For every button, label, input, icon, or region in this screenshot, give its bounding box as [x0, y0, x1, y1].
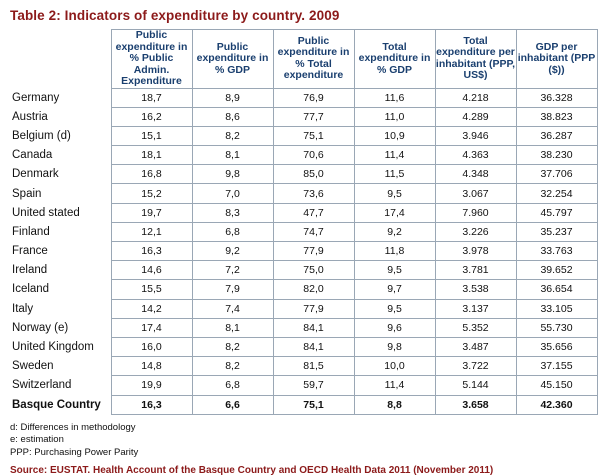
- cell-gdp-inhabitant: 33.105: [516, 299, 597, 318]
- row-label: Denmark: [12, 168, 59, 181]
- cell-public-exp-total: 81,5: [273, 357, 354, 376]
- cell-public-exp-gdp: 8,1: [192, 146, 273, 165]
- cell-public-exp-total: 75,1: [273, 126, 354, 145]
- cell-total-exp-gdp: 11,5: [354, 165, 435, 184]
- cell-total-exp-inhabitant: 3.658: [435, 395, 516, 414]
- table-row: [8, 280, 597, 299]
- cell-gdp-inhabitant: 37.706: [516, 165, 597, 184]
- cell-gdp-inhabitant: 38.823: [516, 107, 597, 126]
- table-row: [8, 126, 597, 145]
- cell-total-exp-inhabitant: 3.978: [435, 242, 516, 261]
- cell-public-exp-gdp: 7,9: [192, 280, 273, 299]
- cell-public-exp-total: 84,1: [273, 337, 354, 356]
- cell-gdp-inhabitant: 36.328: [516, 88, 597, 107]
- cell-public-exp-admin: 19,7: [111, 203, 192, 222]
- cell-gdp-inhabitant: 35.237: [516, 222, 597, 241]
- cell-public-exp-admin: 16,3: [111, 395, 192, 414]
- cell-total-exp-gdp: 10,9: [354, 126, 435, 145]
- row-label: Spain: [12, 187, 42, 200]
- cell-public-exp-admin: 18,1: [111, 146, 192, 165]
- cell-total-exp-inhabitant: 3.781: [435, 261, 516, 280]
- cell-public-exp-total: 77,9: [273, 299, 354, 318]
- cell-public-exp-admin: 15,2: [111, 184, 192, 203]
- table-row: [8, 242, 597, 261]
- cell-gdp-inhabitant: 38.230: [516, 146, 597, 165]
- cell-total-exp-gdp: 8,8: [354, 395, 435, 414]
- table-header-row: [8, 30, 597, 89]
- cell-public-exp-gdp: 8,6: [192, 107, 273, 126]
- cell-public-exp-total: 73,6: [273, 184, 354, 203]
- row-label: United Kingdom: [12, 341, 94, 354]
- table-source: Source: EUSTAT. Health Account of the Basque Country and OECD Health Data 2011 (November 2011): [10, 465, 494, 476]
- cell-public-exp-gdp: 7,2: [192, 261, 273, 280]
- cell-public-exp-admin: 19,9: [111, 376, 192, 395]
- table-row: [8, 261, 597, 280]
- cell-public-exp-total: 75,1: [273, 395, 354, 414]
- cell-public-exp-gdp: 9,8: [192, 165, 273, 184]
- cell-public-exp-admin: 14,8: [111, 357, 192, 376]
- cell-public-exp-admin: 16,2: [111, 107, 192, 126]
- cell-public-exp-admin: 16,0: [111, 337, 192, 356]
- cell-gdp-inhabitant: 42.360: [516, 395, 597, 414]
- cell-public-exp-admin: 16,3: [111, 242, 192, 261]
- cell-public-exp-admin: 15,1: [111, 126, 192, 145]
- cell-total-exp-gdp: 11,8: [354, 242, 435, 261]
- table-row: [8, 165, 597, 184]
- cell-total-exp-gdp: 9,2: [354, 222, 435, 241]
- cell-public-exp-gdp: 6,8: [192, 376, 273, 395]
- table-row: [8, 318, 597, 337]
- column-header-public-exp-gdp: Public expenditure in % GDP: [192, 30, 273, 89]
- cell-public-exp-gdp: 9,2: [192, 242, 273, 261]
- cell-public-exp-admin: 12,1: [111, 222, 192, 241]
- cell-total-exp-inhabitant: 3.538: [435, 280, 516, 299]
- table-row: [8, 376, 597, 395]
- table-row: [8, 203, 597, 222]
- cell-gdp-inhabitant: 32.254: [516, 184, 597, 203]
- row-label: United stated: [12, 206, 80, 219]
- cell-public-exp-gdp: 6,6: [192, 395, 273, 414]
- cell-total-exp-inhabitant: 3.067: [435, 184, 516, 203]
- cell-public-exp-admin: 18,7: [111, 88, 192, 107]
- cell-public-exp-gdp: 8,3: [192, 203, 273, 222]
- note-e: e: estimation: [10, 434, 64, 446]
- row-label: Switzerland: [12, 379, 72, 392]
- table-row: [8, 337, 597, 356]
- table-row: [8, 299, 597, 318]
- table-row: [8, 184, 597, 203]
- row-label: Finland: [12, 225, 50, 238]
- column-header-country: [8, 30, 111, 89]
- table-row: [8, 88, 597, 107]
- row-label: Iceland: [12, 283, 50, 296]
- cell-total-exp-gdp: 9,7: [354, 280, 435, 299]
- table-row-total: [8, 395, 597, 414]
- cell-total-exp-gdp: 17,4: [354, 203, 435, 222]
- indicators-table: [8, 29, 598, 415]
- cell-total-exp-gdp: 11,4: [354, 376, 435, 395]
- cell-public-exp-gdp: 7,0: [192, 184, 273, 203]
- cell-gdp-inhabitant: 36.654: [516, 280, 597, 299]
- column-header-gdp-inhabitant: GDP per inhabitant (PPP ($)): [516, 30, 597, 89]
- cell-total-exp-inhabitant: 4.348: [435, 165, 516, 184]
- cell-public-exp-admin: 17,4: [111, 318, 192, 337]
- cell-total-exp-inhabitant: 5.144: [435, 376, 516, 395]
- cell-public-exp-total: 82,0: [273, 280, 354, 299]
- cell-public-exp-gdp: 6,8: [192, 222, 273, 241]
- note-ppp: PPP: Purchasing Power Parity: [10, 446, 139, 458]
- row-label-total: Basque Country: [12, 398, 101, 411]
- cell-public-exp-admin: 14,6: [111, 261, 192, 280]
- table-row: [8, 146, 597, 165]
- table-row: [8, 222, 597, 241]
- cell-public-exp-total: 77,7: [273, 107, 354, 126]
- row-label: Norway (e): [12, 321, 69, 334]
- table-notes: [10, 422, 597, 460]
- cell-total-exp-inhabitant: 4.363: [435, 146, 516, 165]
- column-header-public-exp-admin: Public expenditure in % Public Admin. Expenditure: [111, 30, 192, 89]
- cell-total-exp-gdp: 9,5: [354, 299, 435, 318]
- table-row: [8, 357, 597, 376]
- column-header-total-exp-gdp: Total expenditure in % GDP: [354, 30, 435, 89]
- row-label: France: [12, 245, 48, 258]
- cell-public-exp-gdp: 8,2: [192, 126, 273, 145]
- cell-public-exp-admin: 14,2: [111, 299, 192, 318]
- cell-public-exp-gdp: 8,9: [192, 88, 273, 107]
- table-row: [8, 107, 597, 126]
- table-body: [8, 88, 597, 414]
- row-label: Sweden: [12, 360, 54, 373]
- cell-public-exp-total: 84,1: [273, 318, 354, 337]
- cell-public-exp-total: 76,9: [273, 88, 354, 107]
- row-label: Canada: [12, 149, 53, 162]
- cell-gdp-inhabitant: 35.656: [516, 337, 597, 356]
- cell-gdp-inhabitant: 39.652: [516, 261, 597, 280]
- cell-total-exp-gdp: 11,0: [354, 107, 435, 126]
- cell-total-exp-inhabitant: 4.289: [435, 107, 516, 126]
- row-label: Germany: [12, 91, 60, 104]
- column-header-public-exp-total: Public expenditure in % Total expenditure: [273, 30, 354, 89]
- cell-total-exp-inhabitant: 3.137: [435, 299, 516, 318]
- page-title: Table 2: Indicators of expenditure by country. 2009: [10, 8, 340, 23]
- cell-gdp-inhabitant: 55.730: [516, 318, 597, 337]
- cell-public-exp-gdp: 8,2: [192, 357, 273, 376]
- row-label: Ireland: [12, 264, 48, 277]
- cell-gdp-inhabitant: 33.763: [516, 242, 597, 261]
- cell-total-exp-gdp: 9,8: [354, 337, 435, 356]
- cell-gdp-inhabitant: 45.797: [516, 203, 597, 222]
- row-label: Italy: [12, 302, 34, 315]
- cell-public-exp-total: 85,0: [273, 165, 354, 184]
- cell-public-exp-admin: 15,5: [111, 280, 192, 299]
- cell-public-exp-total: 59,7: [273, 376, 354, 395]
- cell-total-exp-inhabitant: 5.352: [435, 318, 516, 337]
- cell-public-exp-total: 75,0: [273, 261, 354, 280]
- table-header: [8, 30, 597, 89]
- cell-public-exp-total: 47,7: [273, 203, 354, 222]
- column-header-total-exp-inhabitant: Total expenditure per inhabitant (PPP, US$): [435, 30, 516, 89]
- cell-total-exp-inhabitant: 4.218: [435, 88, 516, 107]
- cell-total-exp-inhabitant: 3.722: [435, 357, 516, 376]
- cell-public-exp-total: 70,6: [273, 146, 354, 165]
- cell-total-exp-gdp: 11,6: [354, 88, 435, 107]
- cell-public-exp-admin: 16,8: [111, 165, 192, 184]
- row-label: Belgium (d): [12, 129, 71, 142]
- cell-total-exp-inhabitant: 3.946: [435, 126, 516, 145]
- cell-total-exp-inhabitant: 3.487: [435, 337, 516, 356]
- cell-gdp-inhabitant: 37.155: [516, 357, 597, 376]
- cell-total-exp-gdp: 9,5: [354, 261, 435, 280]
- cell-total-exp-gdp: 9,6: [354, 318, 435, 337]
- cell-public-exp-gdp: 8,2: [192, 337, 273, 356]
- cell-total-exp-inhabitant: 7.960: [435, 203, 516, 222]
- cell-total-exp-gdp: 9,5: [354, 184, 435, 203]
- cell-total-exp-gdp: 11,4: [354, 146, 435, 165]
- note-d: d: Differences in methodology: [10, 421, 136, 433]
- row-label: Austria: [12, 110, 48, 123]
- cell-total-exp-gdp: 10,0: [354, 357, 435, 376]
- cell-gdp-inhabitant: 36.287: [516, 126, 597, 145]
- cell-public-exp-total: 74,7: [273, 222, 354, 241]
- cell-public-exp-gdp: 7,4: [192, 299, 273, 318]
- cell-total-exp-inhabitant: 3.226: [435, 222, 516, 241]
- cell-public-exp-total: 77,9: [273, 242, 354, 261]
- cell-gdp-inhabitant: 45.150: [516, 376, 597, 395]
- cell-public-exp-gdp: 8,1: [192, 318, 273, 337]
